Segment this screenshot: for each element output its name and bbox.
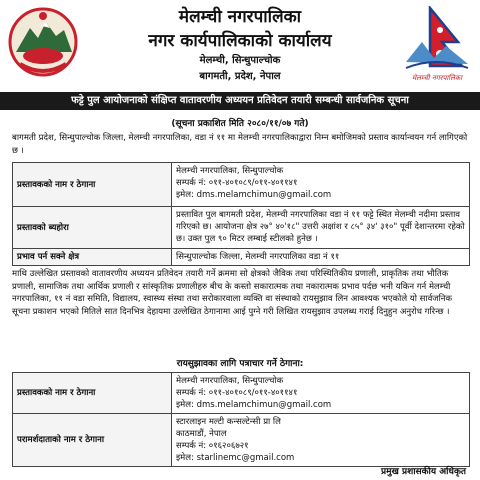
consultant-name: स्टारलाइन मल्टी कन्सल्टेन्सी प्रा लि bbox=[176, 417, 281, 427]
row-value bbox=[172, 414, 470, 467]
correspondence-heading: रायसुझावका लागि पत्राचार गर्ने ठेगाना: bbox=[176, 359, 304, 369]
consultant-phone: सम्पर्क नं: ०१६२०६७२१ bbox=[176, 441, 249, 451]
row-label: परामर्शदाताको नाम र ठेगाना bbox=[13, 414, 172, 467]
proponent-email[interactable]: इमेल: dms.melamchimun@gmail.com bbox=[176, 190, 332, 200]
row-label: प्रस्तावकको नाम र ठेगाना bbox=[13, 373, 172, 414]
table-row bbox=[13, 373, 470, 414]
table-row bbox=[13, 163, 470, 207]
published-date: (सूचना प्रकाशित मिति २०८०/११/०७ गते) bbox=[171, 119, 309, 129]
nepal-flag-logo-icon bbox=[400, 6, 474, 84]
logo-caption: मेलम्ची नगरपालिका bbox=[411, 74, 463, 82]
row-value bbox=[172, 373, 470, 414]
office-title-line2: नगर कार्यपालिकाको कार्यालय bbox=[148, 31, 332, 51]
consultant-address: काठमाडौं, नेपाल bbox=[176, 429, 227, 439]
table-row bbox=[13, 249, 470, 266]
consultant-email[interactable]: इमेल: starlinemc@gmail.com bbox=[176, 453, 295, 463]
intro-paragraph: बागमती प्रदेश, सिन्धुपाल्चोक जिल्ला, मेलम्ची नगरपालिका, वडा नं ११ मा मेलम्ची नगरपालिकाद्वारा निम्न बमोजिमको प्रस्ताव कार्यान्वयन गर्न लागिएको छ । bbox=[12, 133, 468, 156]
header bbox=[0, 0, 480, 92]
request-paragraph: माथि उल्लेखित प्रस्तावको वातावरणीय अध्ययन प्रतिवेदन तयारी गर्ने क्रममा सो क्षेत्रको जैविक तथा परिस्थितिकीय प्रणाली, प्राकृतिक तथा भौतिक प्रणाली, सामाजिक तथा आर्थिक प्रणाली र सांस्कृतिक प्रणालीहरु बीच के कस्तो सकारात्मक तथा नकारात्मक प्रभाव पर्दछ भनी यकिन गर्न मेलम्ची नगरपालिका, ११ नं वडा समिति, विद्यालय, स्वास्थ्य संस्था तथा सरोकारवाला व्यक्ति वा संस्थाको रायसुझाव लिन आवश्यक भएकोले यो सार्वजनिक सूचना प्रकाशन भएको मितिले सात दिनभित्र देहायमा उल्लेखित ठेगानामा आई पुग्ने गरी लिखित रायसुझाव उपलब्ध गराई दिनुहुन अनुरोध गरिन्छ । bbox=[12, 269, 453, 317]
table-row bbox=[13, 207, 470, 249]
correspondence-table bbox=[12, 372, 470, 467]
row-label: प्रभाव पर्न सक्ने क्षेत्र bbox=[13, 249, 172, 266]
table-row bbox=[13, 414, 470, 467]
affected-area: सिन्धुपाल्चोक जिल्ला, मेलम्ची नगरपालिका वडा नं ११ bbox=[172, 249, 470, 266]
proponent-name: मेलम्ची नगरपालिका, सिन्धुपाल्चोक bbox=[176, 376, 284, 386]
signature-title: प्रमुख प्रशासकीय अधिकृत bbox=[380, 467, 466, 477]
notice-title-banner: फट्टे पुल आयोजनाको संक्षिप्त वातावरणीय अध्ययन प्रतिवेदन तयारी सम्बन्धी सार्वजनिक सूचना bbox=[0, 92, 480, 110]
office-address-line2: बागमती, प्रदेश, नेपाल bbox=[199, 71, 281, 82]
proponent-phone: सम्पर्क नं: ०११-४०१०८९/०११-४०११४१ bbox=[176, 388, 298, 398]
proponent-phone: सम्पर्क नं: ०११-४०१०८९/०११-४०११४१ bbox=[176, 178, 298, 188]
proposal-info-table bbox=[12, 162, 470, 266]
row-label: प्रस्तावकको नाम र ठेगाना bbox=[13, 163, 172, 207]
row-value bbox=[172, 163, 470, 207]
office-title-line1: मेलम्ची नगरपालिका bbox=[178, 7, 302, 27]
proponent-email[interactable]: इमेल: dms.melamchimun@gmail.com bbox=[176, 400, 332, 410]
proposal-description: प्रस्तावित पुल बागमती प्रदेश, मेलम्ची नगरपालिका वडा नं ११ फट्टे स्थित मेलम्ची नदीमा प्रस्ताव गरिएको छ। आयोजना क्षेत्र २७° ४०'१८" उत्तरी अक्षांश र ८५° ३४' ३१०" पूर्वी देशान्तरमा रहेको छ। उक्त पुल ९० मिटर लम्बाई स्टीलको हुनेछ । bbox=[172, 207, 470, 249]
proponent-name: मेलम्ची नगरपालिका, सिन्धुपाल्चोक bbox=[176, 166, 284, 176]
row-label: प्रस्तावको ब्यहोरा bbox=[13, 207, 172, 249]
office-address-line1: मेलम्ची, सिन्धुपाल्चोक bbox=[199, 55, 281, 66]
